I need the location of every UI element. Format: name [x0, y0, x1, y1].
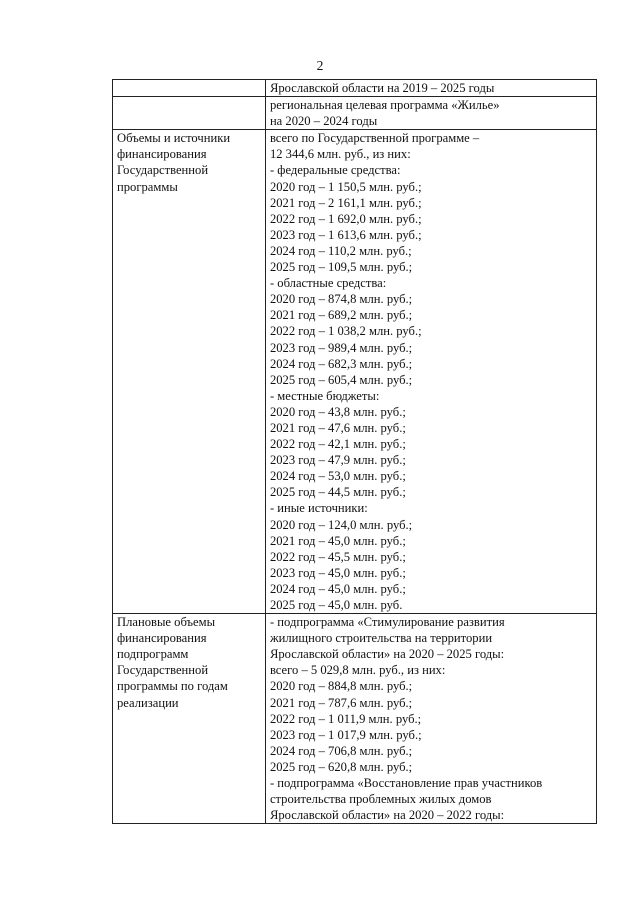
value-line: 2022 год – 1 011,9 млн. руб.; — [269, 711, 422, 726]
label-line: программы по годам — [117, 679, 228, 694]
value-line: 2021 год – 2 161,1 млн. руб.; — [269, 195, 422, 210]
value-line: 2025 год – 620,8 млн. руб.; — [269, 759, 413, 774]
value-line: 2022 год – 1 692,0 млн. руб.; — [269, 211, 422, 226]
label-line: Плановые объемы — [117, 615, 216, 630]
value-line: региональная целевая программа «Жилье» — [269, 98, 500, 113]
row-value-cell — [265, 80, 596, 97]
value-line: 2025 год – 44,5 млн. руб.; — [269, 485, 406, 500]
value-line: 2023 год – 1 017,9 млн. руб.; — [269, 727, 422, 742]
value-line: 2023 год – 1 613,6 млн. руб.; — [269, 227, 422, 242]
page-number: 2 — [316, 58, 324, 73]
value-line: - местные бюджеты: — [269, 388, 380, 403]
row-label-cell — [113, 97, 266, 130]
value-line: - федеральные средства: — [269, 163, 401, 178]
value-line: 2020 год – 124,0 млн. руб.; — [269, 517, 413, 532]
value-line: 2025 год – 45,0 млн. руб. — [269, 598, 403, 612]
label-line: Государственной — [117, 663, 209, 678]
value-line: 2020 год – 1 150,5 млн. руб.; — [269, 179, 422, 194]
label-line: подпрограмм — [117, 647, 189, 662]
row-label-cell — [113, 614, 266, 824]
value-line: 2024 год – 682,3 млн. руб.; — [269, 356, 413, 371]
label-line: финансирования — [117, 631, 207, 646]
value-line: всего – 5 029,8 млн. руб., из них: — [269, 663, 446, 678]
program-passport-table — [112, 79, 597, 824]
label-line: программы — [117, 179, 178, 194]
row-value-cell — [265, 97, 596, 130]
row-label-cell — [113, 80, 266, 97]
value-line: на 2020 – 2024 годы — [269, 114, 378, 129]
label-line: Объемы и источники — [117, 131, 231, 146]
value-line: 2021 год – 787,6 млн. руб.; — [269, 695, 413, 710]
value-line: 2025 год – 605,4 млн. руб.; — [269, 372, 413, 387]
value-line: 2024 год – 110,2 млн. руб.; — [269, 243, 412, 258]
value-line: всего по Государственной программе – — [269, 131, 480, 146]
value-line: 2021 год – 45,0 млн. руб.; — [269, 533, 406, 548]
value-line: 2021 год – 47,6 млн. руб.; — [269, 420, 406, 435]
value-line: Ярославской области на 2019 – 2025 годы — [269, 81, 495, 95]
value-line: 2025 год – 109,5 млн. руб.; — [269, 260, 413, 275]
value-line: 2024 год – 706,8 млн. руб.; — [269, 743, 413, 758]
value-line: 2024 год – 53,0 млн. руб.; — [269, 469, 406, 484]
value-line: 2022 год – 42,1 млн. руб.; — [269, 437, 406, 452]
value-line: 2020 год – 874,8 млн. руб.; — [269, 292, 413, 307]
value-line: - подпрограмма «Стимулирование развития — [269, 615, 505, 630]
value-line: 2022 год – 45,5 млн. руб.; — [269, 549, 406, 564]
value-line: Ярославской области» на 2020 – 2022 годы: — [269, 808, 505, 823]
label-line: реализации — [117, 695, 179, 710]
table-row — [113, 97, 597, 130]
label-line: Государственной — [117, 163, 209, 178]
value-line: 2023 год – 45,0 млн. руб.; — [269, 565, 406, 580]
value-line: жилищного строительства на территории — [269, 631, 493, 646]
row-label-cell — [113, 130, 266, 614]
value-line: 12 344,6 млн. руб., из них: — [269, 147, 411, 162]
value-line: 2023 год – 989,4 млн. руб.; — [269, 340, 413, 355]
table-row — [113, 130, 597, 614]
value-line: Ярославской области» на 2020 – 2025 годы: — [269, 647, 505, 662]
value-line: строительства проблемных жилых домов — [269, 792, 492, 807]
table-row — [113, 614, 597, 824]
value-line: 2022 год – 1 038,2 млн. руб.; — [269, 324, 422, 339]
value-line: 2024 год – 45,0 млн. руб.; — [269, 581, 406, 596]
value-line: - областные средства: — [269, 276, 387, 291]
row-value-cell — [265, 614, 596, 824]
value-line: 2023 год – 47,9 млн. руб.; — [269, 453, 406, 468]
label-line: финансирования — [117, 147, 207, 162]
value-line: 2021 год – 689,2 млн. руб.; — [269, 308, 413, 323]
table-row — [113, 80, 597, 97]
value-line: - иные источники: — [269, 501, 368, 516]
row-value-cell — [265, 130, 596, 614]
value-line: 2020 год – 43,8 млн. руб.; — [269, 404, 406, 419]
value-line: - подпрограмма «Восстановление прав участников — [269, 776, 543, 791]
value-line: 2020 год – 884,8 млн. руб.; — [269, 679, 413, 694]
